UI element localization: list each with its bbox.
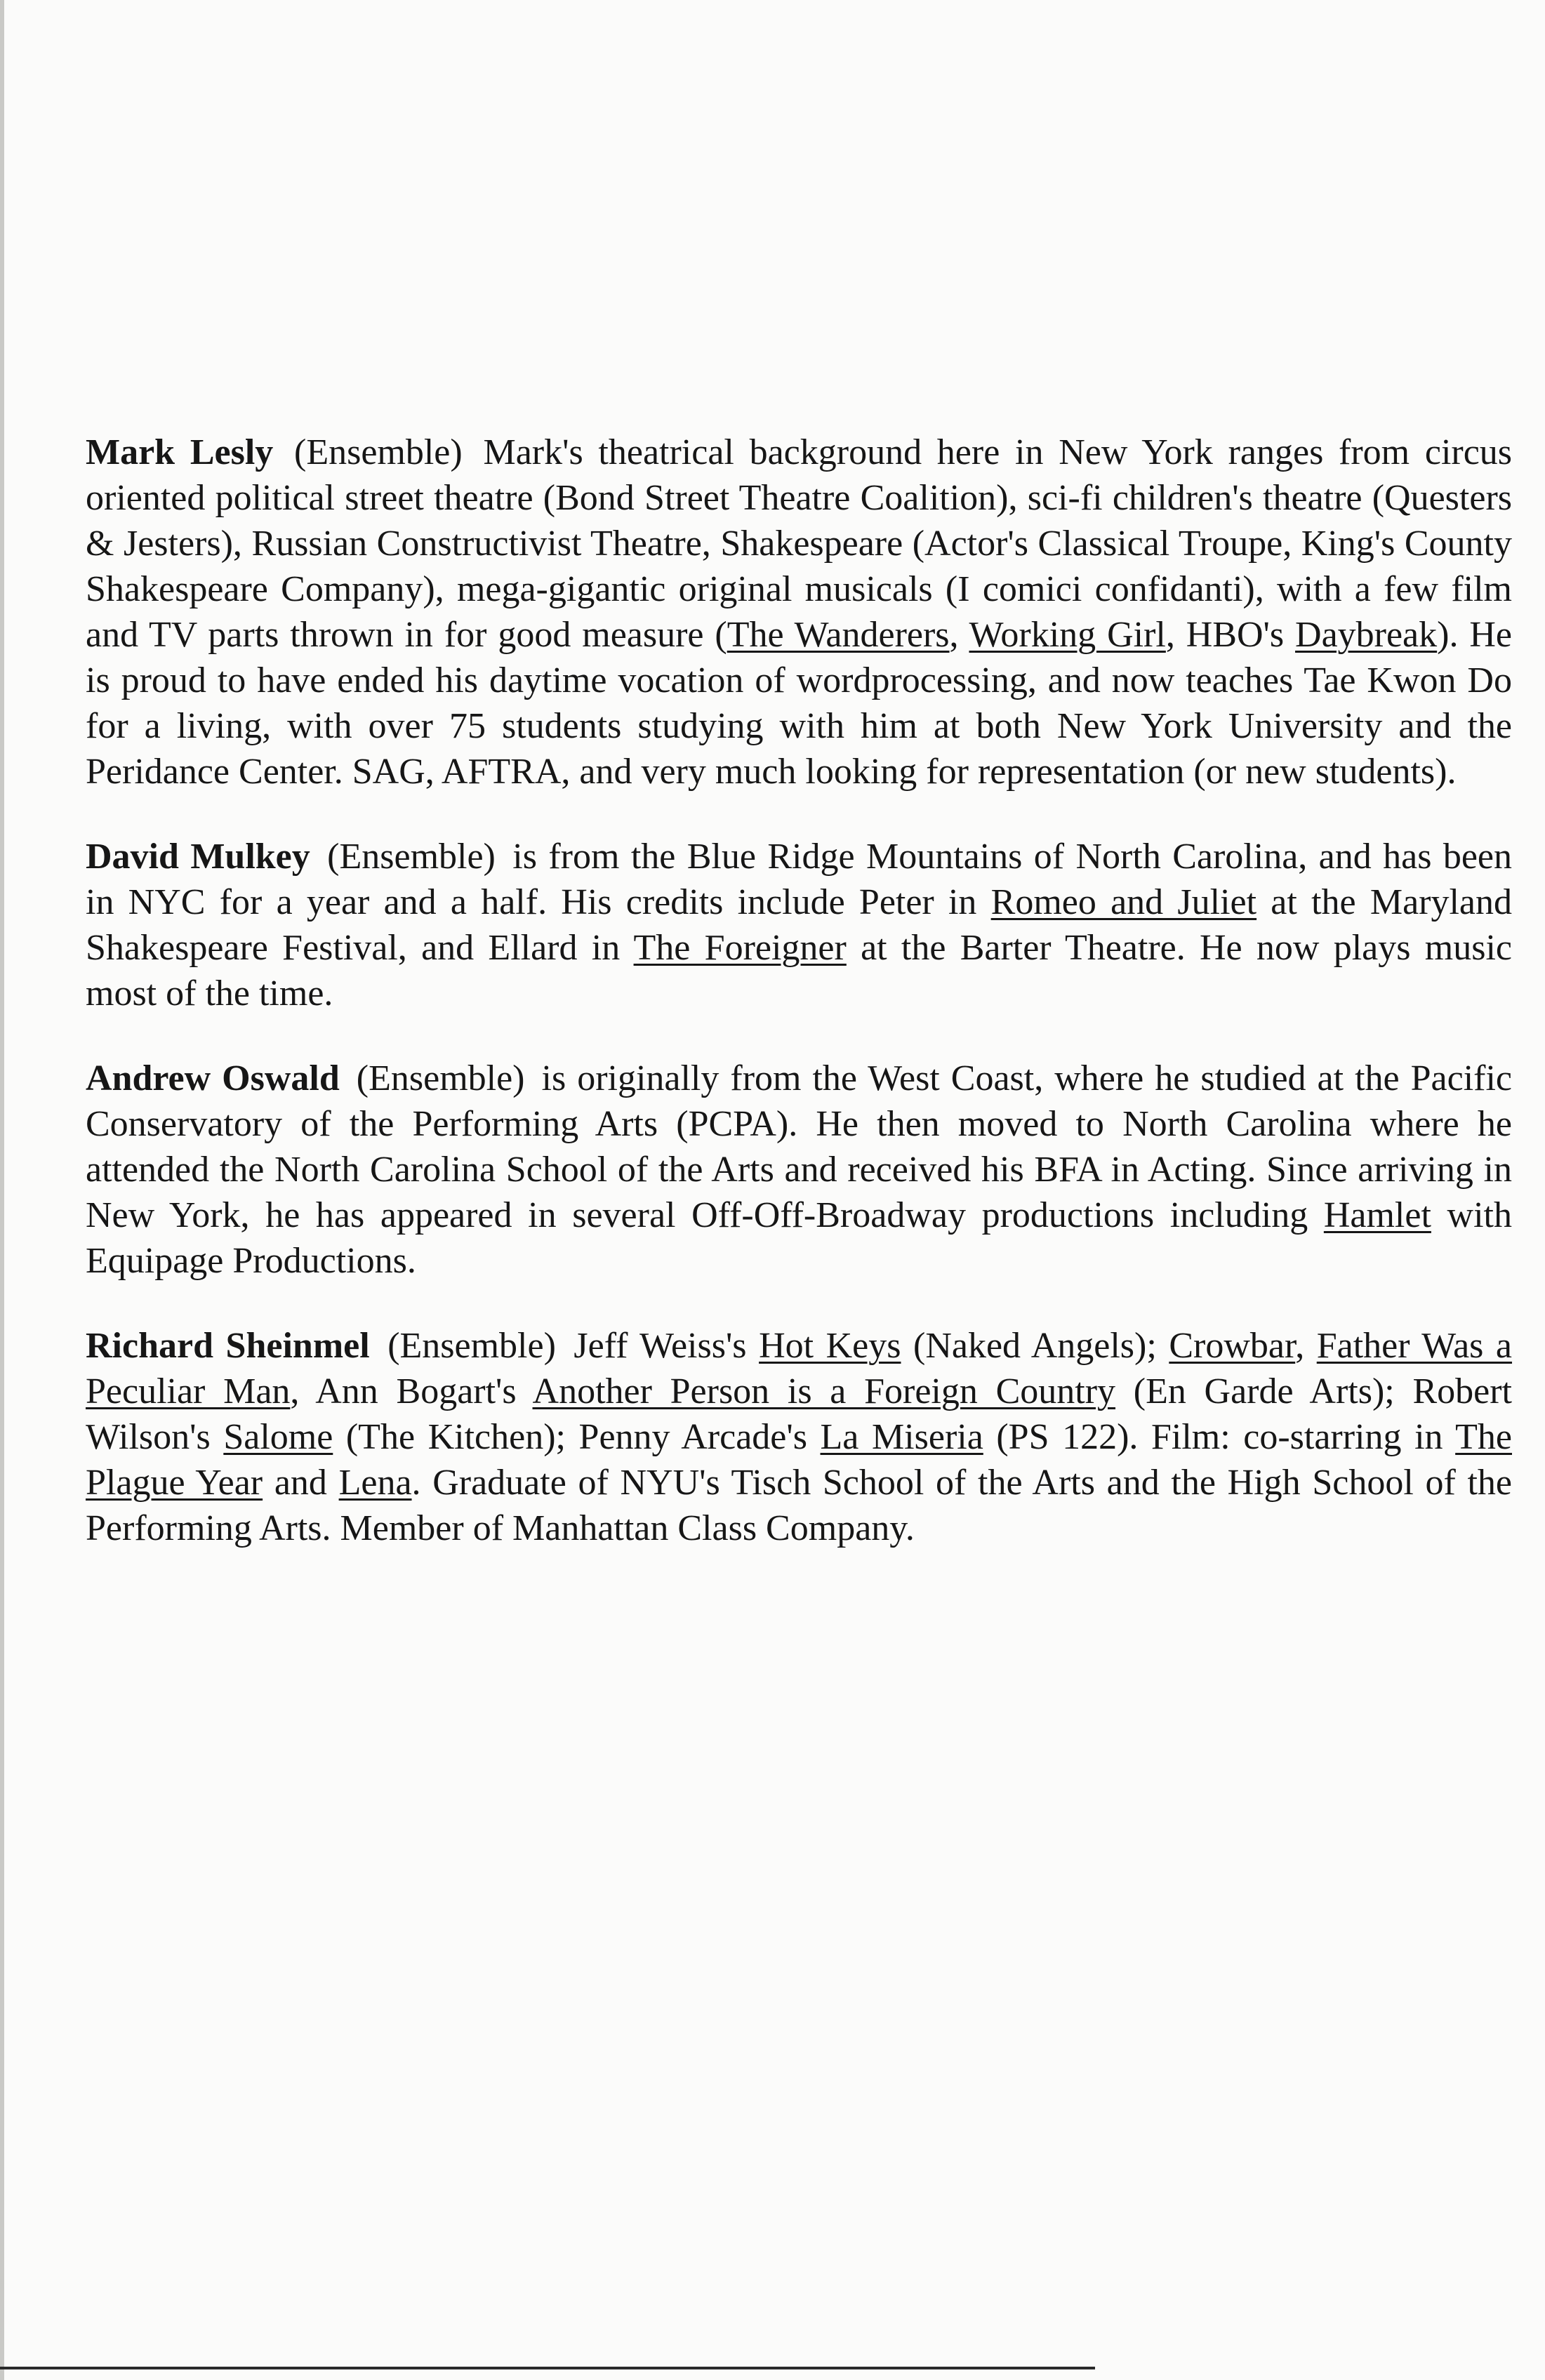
bio-text-run: (En Garde Arts); Robert Wilson's [86, 1371, 1512, 1457]
bio-role: (Ensemble) [294, 432, 463, 472]
bio-text-run: ). He is proud to have ended his daytime vocation of wordprocessing, and now teaches Tae Kwon Do for a living, with over 75 students studying with him at both New York University and the Peridance Center. SAG, AFTRA, and very much looking for representation (or new students). [86, 615, 1512, 792]
bio-text-run: , Ann Bogart's [290, 1371, 533, 1411]
title-reference: Crowbar [1169, 1326, 1296, 1366]
bio-paragraph [86, 430, 1512, 795]
title-reference: Another Person is a Foreign Country [532, 1371, 1116, 1411]
title-reference: Salome [223, 1417, 333, 1457]
bio-text-run: at the Maryland Shakespeare Festival, and Ellard in [86, 882, 1512, 968]
title-reference: Hamlet [1323, 1195, 1431, 1235]
bio-text-run: (Naked Angels); [901, 1326, 1169, 1366]
page-edge-shadow [0, 0, 4, 2380]
bio-paragraph [86, 1056, 1512, 1284]
bio-text-run: Mark's theatrical background here in New York ranges from circus oriented political street theatre (Bond Street Theatre Coalition), sci-fi children's theatre (Questers & Jesters), Russian Constructivist Theatre, Shakespeare (Actor's Classical Troupe, King's County Shakespeare Company), mega-gigantic original musicals (I comici confidanti), with a few film and TV parts thrown in for good measure ( [86, 432, 1513, 655]
bio-text-run: is originally from the West Coast, where he studied at the Pacific Conservatory of the Performing Arts (PCPA). He then moved to North Carolina where he attended the North Carolina School of the Arts and received his BFA in Acting. Since arriving in New York, he has appeared in several Off-Off-Broadway productions including [86, 1058, 1512, 1235]
bio-text-run: , HBO's [1165, 615, 1296, 655]
bio-text-run: (The Kitchen); Penny Arcade's [333, 1417, 821, 1457]
title-reference: Father Was a Peculiar Man [86, 1326, 1513, 1411]
bio-role: (Ensemble) [356, 1058, 525, 1098]
bio-text-run: . Graduate of NYU's Tisch School of the Arts and the High School of the Performing Arts. Member of Manhattan Class Company. [86, 1463, 1512, 1548]
bios-column [86, 430, 1512, 1590]
bio-role: (Ensemble) [327, 837, 496, 877]
bio-text-run: , [949, 615, 969, 655]
bio-role: (Ensemble) [387, 1326, 556, 1366]
bio-text [86, 432, 1512, 792]
bio-paragraph [86, 834, 1512, 1016]
bio-name: Andrew Oswald [86, 1058, 340, 1098]
bio-text-run: (PS 122). Film: co-starring in [983, 1417, 1456, 1457]
bio-name: David Mulkey [86, 837, 310, 877]
bio-text-run: with Equipage Productions. [86, 1195, 1512, 1281]
title-reference: The Wanderers [727, 615, 950, 655]
title-reference: The Plague Year [86, 1417, 1512, 1503]
bio-text-run: Jeff Weiss's [573, 1326, 760, 1366]
title-reference: The Foreigner [633, 928, 847, 968]
bio-text-run: , [1295, 1326, 1317, 1366]
title-reference: Romeo and Juliet [990, 882, 1257, 922]
bottom-rule [0, 2367, 1095, 2369]
title-reference: Lena [338, 1463, 412, 1503]
bio-name: Mark Lesly [86, 432, 274, 472]
title-reference: Daybreak [1295, 615, 1438, 655]
title-reference: La Miseria [820, 1417, 983, 1457]
title-reference: Working Girl [969, 615, 1166, 655]
title-reference: Hot Keys [759, 1326, 901, 1366]
bio-name: Richard Sheinmel [86, 1326, 370, 1366]
bio-paragraph [86, 1323, 1512, 1551]
bio-text-run: and [263, 1463, 339, 1503]
bio-text-run: is from the Blue Ridge Mountains of North Carolina, and has been in NYC for a year and a half. His credits include Peter in [86, 837, 1513, 922]
bio-text-run: at the Barter Theatre. He now plays music most of the time. [86, 928, 1512, 1013]
